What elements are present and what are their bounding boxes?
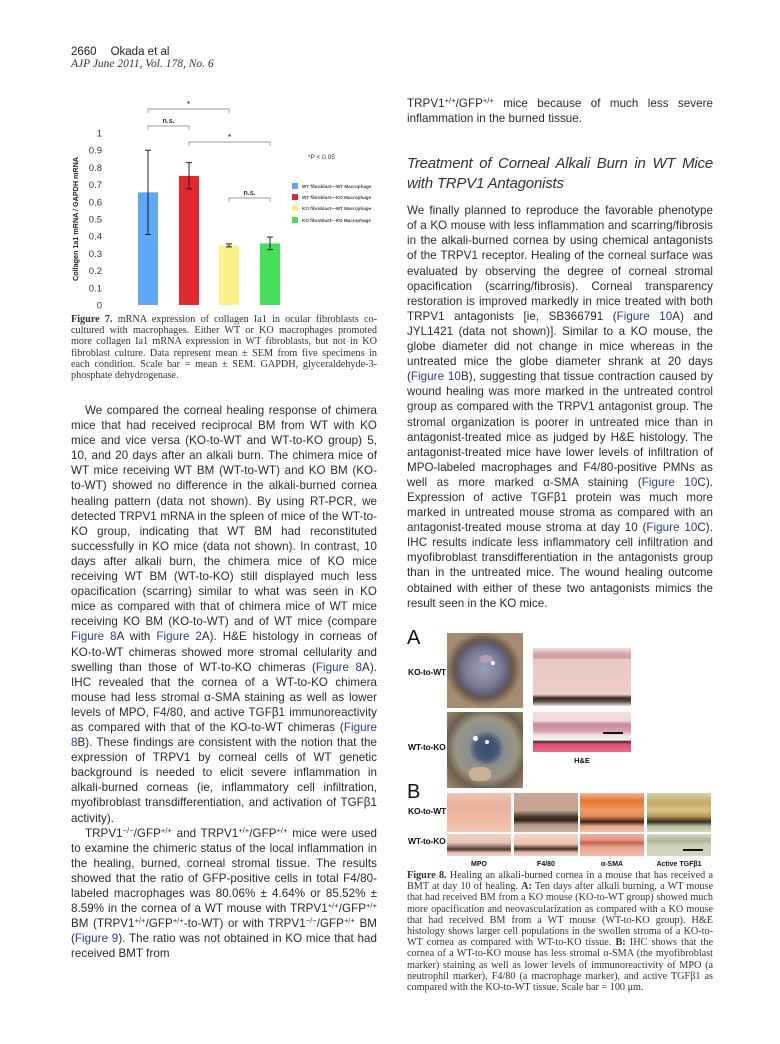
panel-label: B:: [615, 937, 626, 949]
superscript: +/+: [482, 96, 494, 105]
text-run: A). H&E histology in corneas of KO-to-WT chimeras showed more stromal cellularity and swelling than those of WT-to-KO chimeras (: [71, 630, 377, 674]
right-column: [407, 96, 713, 611]
y-axis-label: Collagen 1a1 mRNA / GAPDH mRNA: [71, 157, 80, 281]
legend-label-3: KO fibroblast—WT Macrophage: [302, 206, 372, 211]
text-run: /GFP: [133, 826, 161, 840]
y-tick-label: 0.3: [88, 248, 102, 260]
running-head: [71, 46, 214, 70]
text-run: We finally planned to reproduce the favorable phenotype of a KO mouse with less inflammation and scarring/fibrosis in the alkali-burned cornea by using chemical antagonists of the TRPV1 receptor. Healing of the corneal surface was evaluated by observing the degree of corneal stromal opacification (scarring/fibrosis). Corneal transparency restoration is improved markedly in mice treated with both TRPV1 antagonists [ie, SB366791 (: [407, 204, 713, 323]
text-run: /GFP: [338, 902, 366, 916]
superscript: +/+: [366, 901, 377, 911]
text-run: /GFP: [249, 826, 277, 840]
superscript: +/+: [343, 916, 355, 926]
y-tick-label: 0.4: [88, 231, 102, 243]
text-run: ). The ratio was not obtained in KO mice that had received BMT from: [71, 932, 378, 961]
ihc-tgfb1-ko-to-wt: [647, 793, 711, 832]
text-run: /GFP: [455, 97, 483, 110]
figure-reference-link[interactable]: Figure 10: [641, 475, 698, 489]
he-label: H&E: [574, 756, 590, 765]
superscript: +/+: [276, 825, 288, 835]
ihc-label-mpo: MPO: [471, 861, 487, 868]
figure-7-caption-text: mRNA expression of collagen Ia1 in ocular fibroblasts co-cultured with macrophages. Either WT or KO macrophages promoted more collagen Ia1 mRNA expression in WT fibroblasts, but not in KO fibroblast culture. Data represent mean ± SEM from five specimens in each condition. Scale bar = mean ± SEM. GAPDH, glyceraldehyde-3-phosphate dehydrogenase.: [71, 314, 377, 382]
row-label-wt-to-ko-a: WT-to-KO: [408, 742, 446, 752]
he-histology-ko-to-wt: [533, 648, 631, 706]
significance-label-1: *: [187, 101, 190, 108]
panel-a-letter: A: [407, 627, 421, 649]
scale-bar: [683, 849, 703, 851]
ihc-sma-ko-to-wt: [580, 793, 644, 832]
text-run: A) and JYL1421 (data not shown)]. Similar to a KO mouse, the globe diameter did not change in mice whereas in the untreated mice the globe diameter shrank at 20 days (: [407, 309, 713, 384]
superscript: +/+: [444, 96, 456, 105]
text-run: C). Expression of active TGFβ1 protein was much more marked in untreated mouse stroma as compared with an antagonist-treated mouse stroma at day 10 (: [407, 475, 713, 535]
text-run: B). These findings are consistent with the notion that the expression of TRPV1 by corneal cells of WT genetic background is needed to elicit severe inflammation in alkali-burned corneas (ie, inflammatory cell infiltration, myofibroblast transdifferentiation, and activation of TGFβ1 activity).: [71, 736, 377, 825]
legend-label-4: KO fibroblast—KO Macrophage: [302, 218, 371, 223]
y-tick-label: 0: [96, 300, 102, 312]
page-number: 2660: [71, 46, 97, 58]
panel-label: A:: [521, 881, 532, 893]
legend: [292, 183, 372, 223]
ihc-f480-ko-to-wt: [514, 793, 578, 832]
figure-8: [400, 625, 730, 870]
legend-swatch-4: [292, 217, 298, 223]
superscript: +/+: [238, 825, 250, 835]
significance-bracket-4: [229, 198, 270, 202]
eye-photo-wt-to-ko: [447, 712, 523, 788]
legend-swatch-3: [292, 205, 298, 211]
ihc-tgfb1-wt-to-ko: [647, 834, 711, 856]
legend-swatch-1: [292, 183, 298, 189]
journal-citation: AJP June 2011, Vol. 178, No. 6: [71, 58, 214, 70]
authors: Okada et al: [110, 46, 170, 58]
text-run: Ten days after alkali burning, a WT mouse that had received BM from a KO mouse (KO-to-WT group) showed much more opacification and neovascularization as compared with a KO mouse that had received BM from a WT mouse (WT-to-KO group). H&E histology shows larger cell populations in the swollen stroma of a KO-to-WT cornea as compared with WT-to-KO tissue.: [407, 881, 713, 949]
text-run: B), suggesting that tissue contraction caused by wound healing was more marked in the untreated control group as compared with the TRPV1 antagonist group. The stromal organization is poorer in untreated mice than in antagonist-treated mice as judged by H&E histology. The antagonist-treated mice have lower levels of infiltration of MPO-labeled macrophages and F4/80-positive PMNs as well as more marked α-SMA staining (: [407, 370, 713, 489]
ihc-label-sma: α-SMA: [600, 861, 624, 868]
text-run: mice were used to examine the chimeric status of the local inflammation in the healing, burned, corneal stromal tissue. The results showed that the ratio of GFP-positive cells in total F4/80-labeled macrophages was 80.06% ± 4.64% or 85.52% ± 8.59% in the cornea of a WT mouse with TRPV1: [71, 826, 377, 916]
figure-8-caption-text: [407, 870, 713, 993]
figure-reference-link[interactable]: Figure 10: [616, 309, 673, 323]
superscript: +/+: [160, 825, 172, 835]
figure-reference-link[interactable]: Figure 8: [71, 720, 377, 750]
superscript: −/−: [122, 825, 134, 835]
y-tick-label: 0.8: [88, 162, 102, 174]
y-axis-label-group: [71, 157, 80, 281]
figure-reference-link[interactable]: Figure 8: [315, 660, 363, 674]
figure-reference-link[interactable]: Figure 2: [156, 630, 202, 644]
panel-b-letter: B: [407, 781, 421, 803]
legend-label-2: WT fibroblast—KO Macrophage: [302, 195, 372, 200]
text-run: and TRPV1: [171, 826, 239, 840]
y-tick-label: 0.5: [88, 214, 102, 226]
y-tick-label: 0.6: [88, 197, 102, 209]
text-run: A with: [116, 630, 157, 644]
superscript: +/+: [327, 901, 339, 911]
figure-8-caption-label: Figure 8.: [407, 870, 447, 881]
text-run: -to-WT) or with TRPV1: [183, 917, 306, 931]
figure-reference-link[interactable]: Figure 9: [74, 932, 119, 946]
paragraph-chimera-comparison: [71, 403, 377, 826]
y-tick-labels: [89, 129, 102, 312]
text-run: mice because of much less severe inflammation in the burned tissue.: [407, 97, 713, 126]
figure-reference-link[interactable]: Figure 8: [71, 630, 117, 644]
significance-bracket-1: [148, 109, 229, 113]
figure-7-caption-label: Figure 7.: [71, 314, 113, 325]
text-run: We compared the corneal healing response of chimera mice that had received reciprocal BM from WT with KO mice and vice versa (KO-to-WT and WT-to-KO group) 5, 10, and 20 days after an alkali burn. The chimera mice of WT mice receiving WT BM (WT-to-WT) and KO BM (KO-to-WT) showed no difference in the alkali-burned cornea healing pattern (data not shown). By using RT-PCR, we detected TRPV1 mRNA in the spleen of mice of the WT-to-KO group, indicating that WT BM had reconstituted successfully in KO mice (data not shown). In contrast, 10 days after alkali burn, the chimera mice of KO mice receiving WT BM (WT-to-KO) still displayed much less opacification (scarring) similar to what was seen in KO mice as compared with that of chimera mice of WT mice receiving KO BM (KO-to-WT) and of WT mice (compare: [71, 404, 377, 629]
significance-bracket-2: [148, 126, 189, 130]
paragraph-continued: [407, 96, 713, 126]
legend-label-1: WT fibroblast—WT Macrophage: [302, 184, 372, 189]
significance-label-3: *: [228, 134, 231, 141]
text-run: TRPV1: [85, 826, 123, 840]
y-tick-label: 0.9: [88, 145, 102, 157]
text-run: BM (TRPV1: [71, 917, 135, 931]
bar-3: [219, 246, 239, 305]
row-label-wt-to-ko-b: WT-to-KO: [408, 836, 446, 846]
row-label-ko-to-wt-b: KO-to-WT: [408, 806, 447, 816]
ihc-mpo-ko-to-wt: [447, 793, 511, 832]
section-heading: Treatment of Corneal Alkali Burn in WT Mice with TRPV1 Antagonists: [407, 155, 713, 193]
ihc-label-tgfb1: Active TGFβ1: [656, 861, 702, 868]
superscript: −/−: [305, 916, 317, 926]
significance-label-4: n.s.: [243, 190, 256, 197]
row-label-ko-to-wt-a: KO-to-WT: [408, 667, 447, 677]
y-tick-label: 1: [96, 128, 102, 140]
figure-reference-link[interactable]: Figure 10: [410, 370, 461, 384]
superscript: +/+: [134, 916, 146, 926]
ihc-label-f480: F4/80: [537, 861, 555, 868]
he-histology-wt-to-ko: [533, 712, 631, 752]
text-run: Healing an alkali-burned cornea in a mouse that has received a BMT at day 10 of healing.: [407, 870, 713, 893]
text-run: /GFP: [145, 917, 173, 931]
text-run: C). IHC results indicate less inflammatory cell infiltration and myofibroblast transdifferentiation in the antagonists group than in the untreated mice. The wound healing outcome obtained with either of these two antagonists mimics the result seen in the KO mice.: [407, 521, 713, 610]
text-run: TRPV1: [407, 97, 445, 110]
text-run: BM (: [71, 917, 377, 946]
bars: [138, 176, 280, 305]
y-tick-label: 0.2: [88, 266, 102, 278]
text-run: A). IHC revealed that the cornea of a WT-to-KO chimera mouse had less stromal α-SMA staining as well as lower levels of MPO, F4/80, and active TGFβ1 immunoreactivity as compared with that of the KO-to-WT chimeras (: [71, 660, 377, 734]
significance-brackets: [148, 101, 270, 202]
bar-2: [179, 176, 199, 305]
ihc-sma-wt-to-ko: [580, 834, 644, 856]
paragraph-gfp-chimerism: [71, 826, 377, 962]
significance-label-2: n.s.: [162, 118, 175, 125]
figure-7-caption: [71, 314, 377, 381]
bar-4: [260, 243, 280, 305]
figure-8-caption: [407, 870, 713, 993]
ihc-mpo-wt-to-ko: [447, 834, 511, 856]
significance-bracket-3: [189, 142, 270, 146]
ihc-f480-wt-to-ko: [514, 834, 578, 856]
paragraph-antagonists: [407, 203, 713, 611]
error-bars: [145, 150, 273, 249]
left-column: [71, 403, 377, 961]
scale-bar: [603, 732, 623, 734]
superscript: +/+: [172, 916, 184, 926]
figure-7-bar-chart: [50, 95, 380, 313]
eye-photo-ko-to-wt: [447, 633, 523, 708]
text-run: IHC shows that the cornea of a WT-to-KO mouse has less stromal α-SMA (the myofibroblast marker) staining as well as lower levels of immunoreactivity of MPO (a neutrophil marker), F4/80 (a macrophage marker), and active TGFβ1 as compared with the KO-to-WT tissue. Scale bar = 100 μm.: [407, 937, 713, 994]
text-run: /GFP: [316, 917, 344, 931]
y-tick-label: 0.1: [88, 283, 102, 295]
p-value-note: *P < 0.05: [308, 154, 335, 161]
y-tick-label: 0.7: [88, 180, 102, 192]
legend-swatch-2: [292, 194, 298, 200]
figure-reference-link[interactable]: Figure 10: [646, 521, 698, 535]
